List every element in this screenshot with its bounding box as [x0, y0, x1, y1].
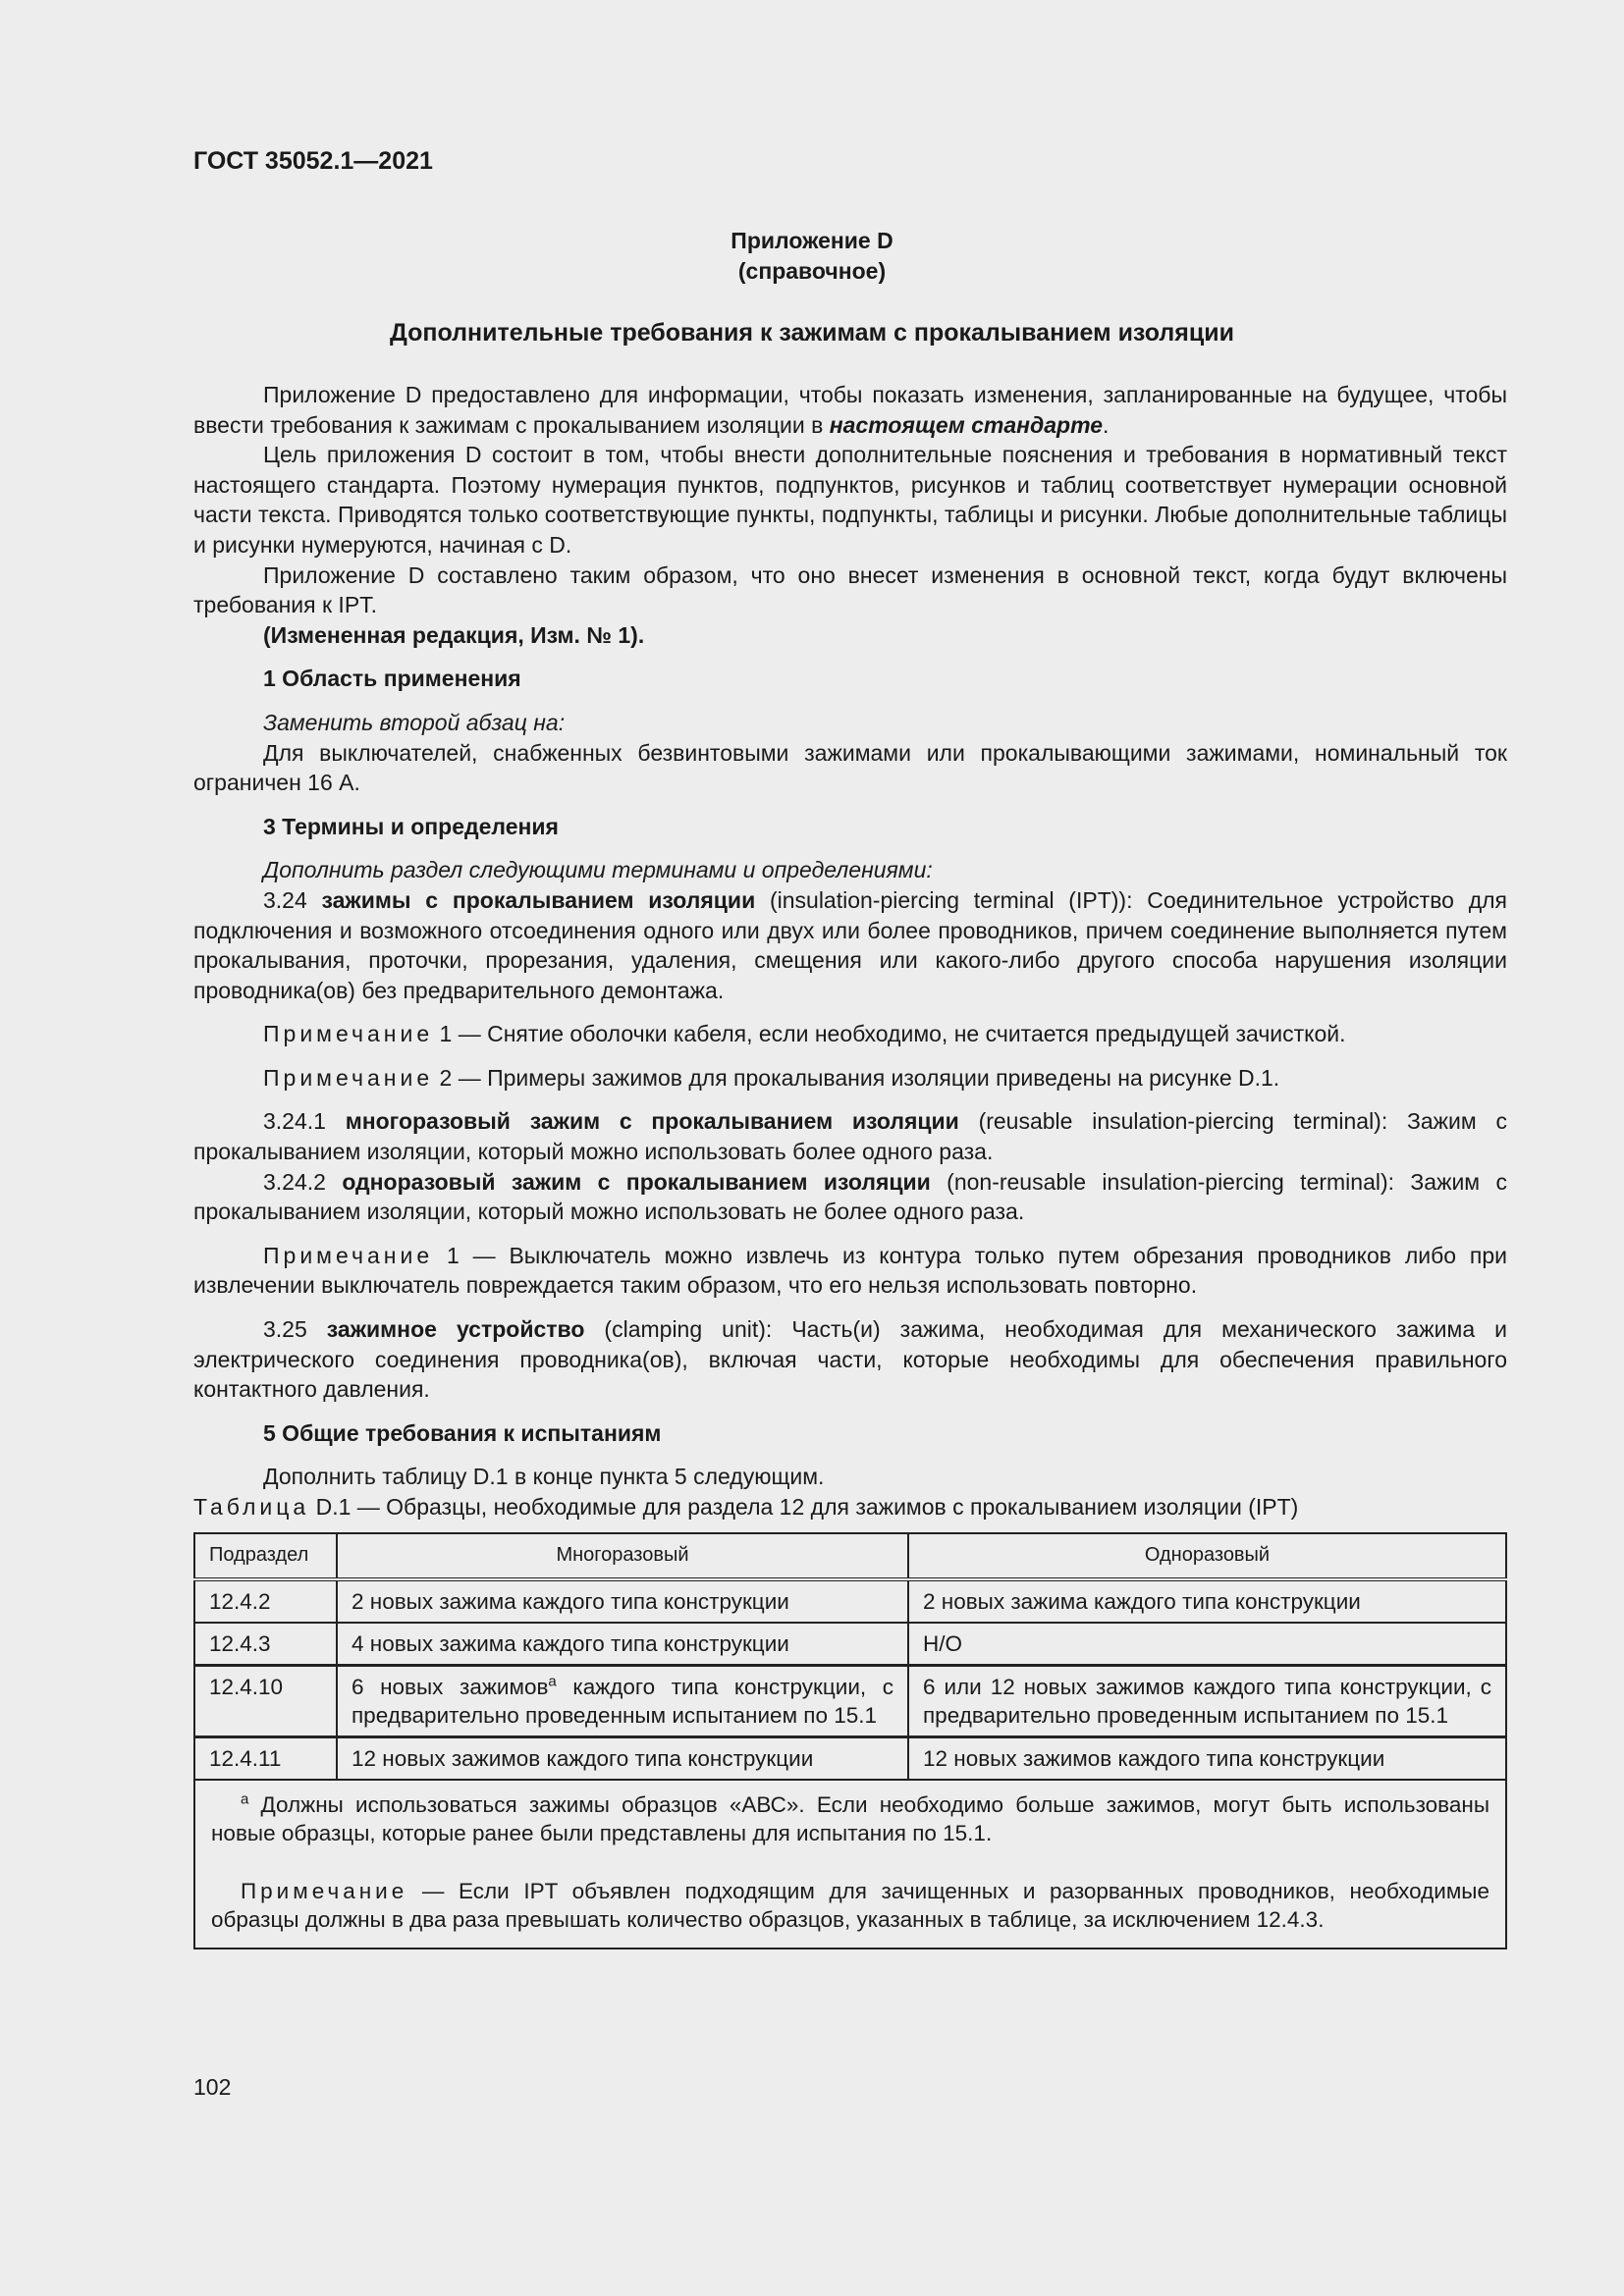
- intro-paragraph-2: Цель приложения D состоит в том, чтобы внести дополнительные пояснения и требования в нормативный текст настоящего стандарта. Поэтому нумерация пунктов, подпунктов, рисунков и таблиц соответствует нумерации основной части текста. Приводятся только соответствующие пункты, подпункты, таблицы и рисунки. Любые дополнительные таблицы и рисунки нумеруются, начиная с D.: [193, 442, 1507, 558]
- cell-single-use: 6 или 12 новых зажимов каждого типа конструкции, с предварительно проведенным испытанием по 15.1: [908, 1665, 1506, 1736]
- note-3: [193, 1241, 1507, 1301]
- term-number: 3.24.2: [263, 1168, 343, 1195]
- term-name: зажимное устройство: [326, 1316, 585, 1343]
- section-3-instruction: Дополнить раздел следующими терминами и определениями:: [263, 857, 933, 883]
- cell-reusable: 12 новых зажимов каждого типа конструкции: [337, 1736, 908, 1780]
- table-caption-label: Таблица: [193, 1494, 310, 1520]
- header-single-use: Одноразовый: [908, 1533, 1506, 1579]
- note-text: 1 — Выключатель можно извлечь из контура только путем обрезания проводников либо при извлечении выключатель повреждается таким образом, что его нельзя использовать повторно.: [193, 1242, 1507, 1299]
- footnote-text: Должны использоваться зажимы образцов «АВС». Если необходимо больше зажимов, могут быть использованы новые образцы, которые ранее были представлены для испытания по 15.1.: [211, 1791, 1489, 1845]
- intro-paragraph-1: [193, 380, 1507, 440]
- table-footer-row: [194, 1780, 1506, 1949]
- note-text: 1 — Снятие оболочки кабеля, если необходимо, не считается предыдущей зачисткой.: [433, 1021, 1346, 1047]
- header-subsection: Подраздел: [194, 1533, 337, 1579]
- term-number: 3.24.1: [263, 1108, 346, 1135]
- cell-single-use: Н/О: [908, 1623, 1506, 1666]
- annex-heading: Дополнительные требования к зажимам с прокалыванием изоляции: [390, 319, 1234, 347]
- term-3-25: [193, 1314, 1507, 1405]
- term-3-24-2: [193, 1167, 1507, 1227]
- header-reusable: Многоразовый: [337, 1533, 908, 1579]
- intro-paragraph-3: Приложение D составлено таким образом, что оно внесет изменения в основной текст, когда будут включены требования к IPT.: [193, 561, 1507, 618]
- section-3-heading: 3 Термины и определения: [263, 813, 559, 839]
- note-2: [193, 1063, 1507, 1094]
- term-name: одноразовый зажим с прокалыванием изоляции: [342, 1168, 931, 1195]
- term-3-24: [193, 885, 1507, 1005]
- cell-subsection: 12.4.3: [194, 1623, 337, 1666]
- term-definition: (reusable insulation-piercing terminal): Зажим с прокалыванием изоляции, который можно использовать более одного раза.: [193, 1108, 1507, 1165]
- annex-subtitle: (справочное): [737, 258, 887, 284]
- table-caption: [193, 1492, 1507, 1522]
- table-caption-text: D.1 — Образцы, необходимые для раздела 12 для зажимов с прокалыванием изоляции (IPT): [309, 1494, 1299, 1520]
- document-code: ГОСТ 35052.1—2021: [193, 147, 433, 175]
- section-5-heading: 5 Общие требования к испытаниям: [263, 1419, 662, 1446]
- amendment-note: (Измененная редакция, Изм. № 1).: [263, 621, 645, 648]
- cell-single-use: 12 новых зажимов каждого типа конструкции: [908, 1736, 1506, 1780]
- annex-title-block: [0, 226, 1624, 287]
- note-label: Примечание: [263, 1064, 434, 1091]
- note-text: — Если IPT объявлен подходящим для зачищенных и разорванных проводников, необходимые образцы должны в два раза превышать количество образцов, указанных в таблице, за исключением 12.4.3.: [211, 1878, 1489, 1932]
- table-note: [211, 1877, 1489, 1934]
- cell-reusable: [337, 1665, 908, 1736]
- note-text: 2 — Примеры зажимов для прокалывания изоляции приведены на рисунке D.1.: [433, 1064, 1280, 1091]
- cell-subsection: 12.4.11: [194, 1736, 337, 1780]
- table-d1: [193, 1532, 1507, 1949]
- term-definition: (non-reusable insulation-piercing terminal): Зажим с прокалыванием изоляции, который можно использовать не более одного раза.: [193, 1168, 1507, 1225]
- table-row: [194, 1579, 1506, 1623]
- table-footnote: [211, 1790, 1489, 1847]
- page-number: 102: [193, 2074, 232, 2100]
- intro-p1-end: .: [1103, 411, 1110, 438]
- annex-title: Приложение D: [731, 228, 893, 253]
- cell-text: каждого типа конструкции, с предварительно проведенным испытанием по 15.1: [352, 1674, 893, 1728]
- document-body: [193, 380, 1507, 1949]
- note-1: [193, 1019, 1507, 1049]
- term-name: многоразовый зажим с прокалыванием изоляции: [345, 1108, 959, 1135]
- note-label: Примечание: [263, 1242, 434, 1268]
- cell-subsection: 12.4.2: [194, 1579, 337, 1623]
- term-definition: (insulation-piercing terminal (IPT)): Соединительное устройство для подключения и возможного отсоединения одного или двух или более проводников, причем соединение выполняется путем прокалывания, проточки, прорезания, удаления, смещения или какого-либо другого способа нарушения изоляции проводника(ов) без предварительного демонтажа.: [193, 886, 1507, 1003]
- note-label: Примечание: [263, 1021, 434, 1047]
- section-1-instruction: Заменить второй абзац на:: [263, 709, 566, 735]
- intro-p1-emphasis: настоящем стандарте: [829, 411, 1104, 438]
- term-number: 3.25: [263, 1316, 327, 1343]
- term-3-24-1: [193, 1106, 1507, 1166]
- term-name: зажимы с прокалыванием изоляции: [321, 886, 756, 913]
- table-header-row: [194, 1533, 1506, 1579]
- section-5-text: Дополнить таблицу D.1 в конце пункта 5 следующим.: [263, 1464, 825, 1490]
- cell-reusable: 2 новых зажима каждого типа конструкции: [337, 1579, 908, 1623]
- note-label: Примечание: [241, 1878, 408, 1903]
- table-row: [194, 1665, 1506, 1736]
- table-footnotes: [194, 1780, 1506, 1949]
- term-definition: (clamping unit): Часть(и) зажима, необходимая для механического зажима и электрического соединения проводника(ов), включая части, которые необходимы для обеспечения правильного контактного давления.: [193, 1316, 1507, 1403]
- intro-p1-text: Приложение D предоставлено для информации, чтобы показать изменения, запланированные на будущее, чтобы ввести требования к зажимам с прокалыванием изоляции в: [193, 382, 1507, 438]
- table-row: [194, 1736, 1506, 1780]
- table-row: [194, 1623, 1506, 1666]
- cell-text: 6 новых зажимов: [352, 1674, 549, 1699]
- footnote-marker: a: [241, 1790, 249, 1808]
- section-1-heading: 1 Область применения: [263, 666, 521, 692]
- footnote-marker: a: [548, 1673, 557, 1690]
- cell-single-use: 2 новых зажима каждого типа конструкции: [908, 1579, 1506, 1623]
- cell-subsection: 12.4.10: [194, 1665, 337, 1736]
- section-1-text: Для выключателей, снабженных безвинтовыми зажимами или прокалывающими зажимами, номинальный ток ограничен 16 А.: [193, 739, 1507, 796]
- term-number: 3.24: [263, 886, 322, 913]
- cell-reusable: 4 новых зажима каждого типа конструкции: [337, 1623, 908, 1666]
